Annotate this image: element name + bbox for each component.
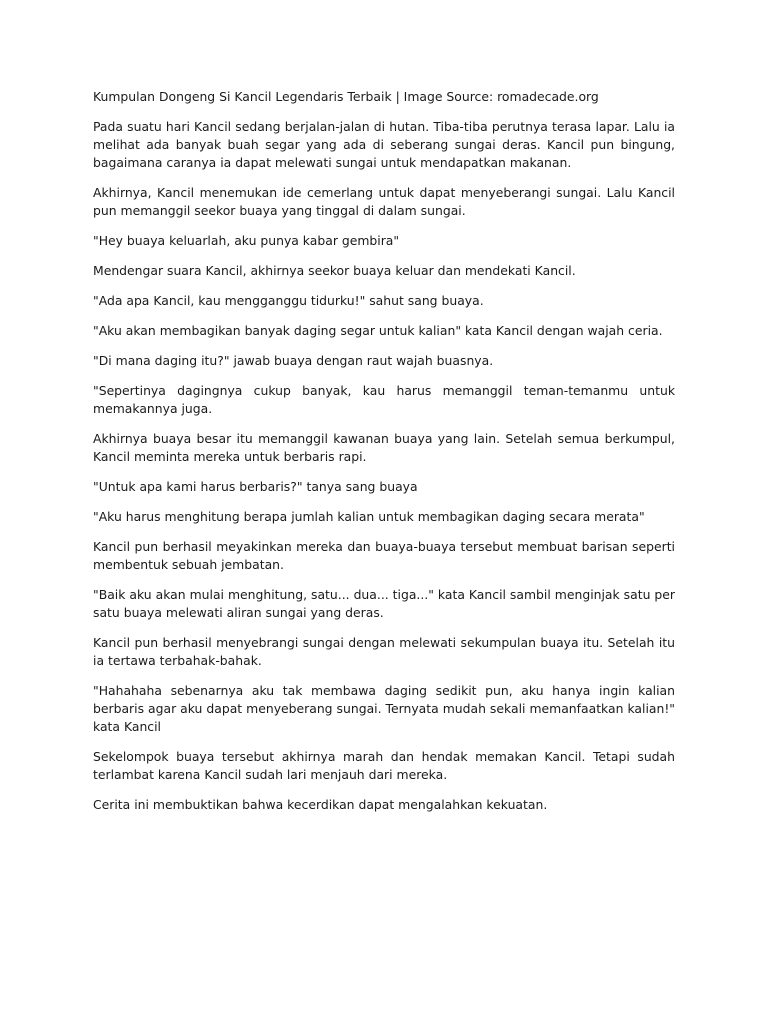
- paragraph: "Untuk apa kami harus berbaris?" tanya sang buaya: [93, 479, 418, 494]
- paragraph: "Aku akan membagikan banyak daging segar untuk kalian" kata Kancil dengan wajah ceria.: [93, 323, 663, 338]
- paragraph: "Di mana daging itu?" jawab buaya dengan raut wajah buasnya.: [93, 353, 494, 368]
- paragraph: Akhirnya, Kancil menemukan ide cemerlang untuk dapat menyeberangi sungai. Lalu Kancil pun memanggil seekor buaya yang tinggal di dalam sungai.: [93, 185, 675, 218]
- paragraph: Sekelompok buaya tersebut akhirnya marah dan hendak memakan Kancil. Tetapi sudah terlambat karena Kancil sudah lari menjauh dari mereka.: [93, 749, 675, 782]
- paragraph: "Baik aku akan mulai menghitung, satu... dua... tiga..." kata Kancil sambil menginjak satu per satu buaya melewati aliran sungai yang deras.: [93, 587, 675, 620]
- paragraph: Mendengar suara Kancil, akhirnya seekor buaya keluar dan mendekati Kancil.: [93, 263, 576, 278]
- paragraph: Pada suatu hari Kancil sedang berjalan-jalan di hutan. Tiba-tiba perutnya terasa lapar. Lalu ia melihat ada banyak buah segar yang ada di seberang sungai deras. Kancil pun bingung, bagaimana caranya ia dapat melewati sungai untuk mendapatkan makanan.: [93, 119, 675, 170]
- paragraph: "Hahahaha sebenarnya aku tak membawa daging sedikit pun, aku hanya ingin kalian berbaris agar aku dapat menyeberang sungai. Ternyata mudah sekali memanfaatkan kalian!" kata Kancil: [93, 683, 675, 734]
- paragraph: "Sepertinya dagingnya cukup banyak, kau harus memanggil teman-temanmu untuk memakannya juga.: [93, 383, 675, 416]
- paragraph: Kancil pun berhasil menyebrangi sungai dengan melewati sekumpulan buaya itu. Setelah itu ia tertawa terbahak-bahak.: [93, 635, 675, 668]
- paragraph: "Hey buaya keluarlah, aku punya kabar gembira": [93, 233, 400, 248]
- paragraph: Akhirnya buaya besar itu memanggil kawanan buaya yang lain. Setelah semua berkumpul, Kancil meminta mereka untuk berbaris rapi.: [93, 431, 675, 464]
- paragraph: Cerita ini membuktikan bahwa kecerdikan dapat mengalahkan kekuatan.: [93, 797, 548, 812]
- paragraph: Kancil pun berhasil meyakinkan mereka dan buaya-buaya tersebut membuat barisan seperti membentuk sebuah jembatan.: [93, 539, 675, 572]
- paragraph: "Ada apa Kancil, kau mengganggu tidurku!" sahut sang buaya.: [93, 293, 484, 308]
- image-caption: Kumpulan Dongeng Si Kancil Legendaris Terbaik | Image Source: romadecade.org: [93, 89, 599, 104]
- document-page: [93, 88, 675, 826]
- paragraph: "Aku harus menghitung berapa jumlah kalian untuk membagikan daging secara merata": [93, 509, 645, 524]
